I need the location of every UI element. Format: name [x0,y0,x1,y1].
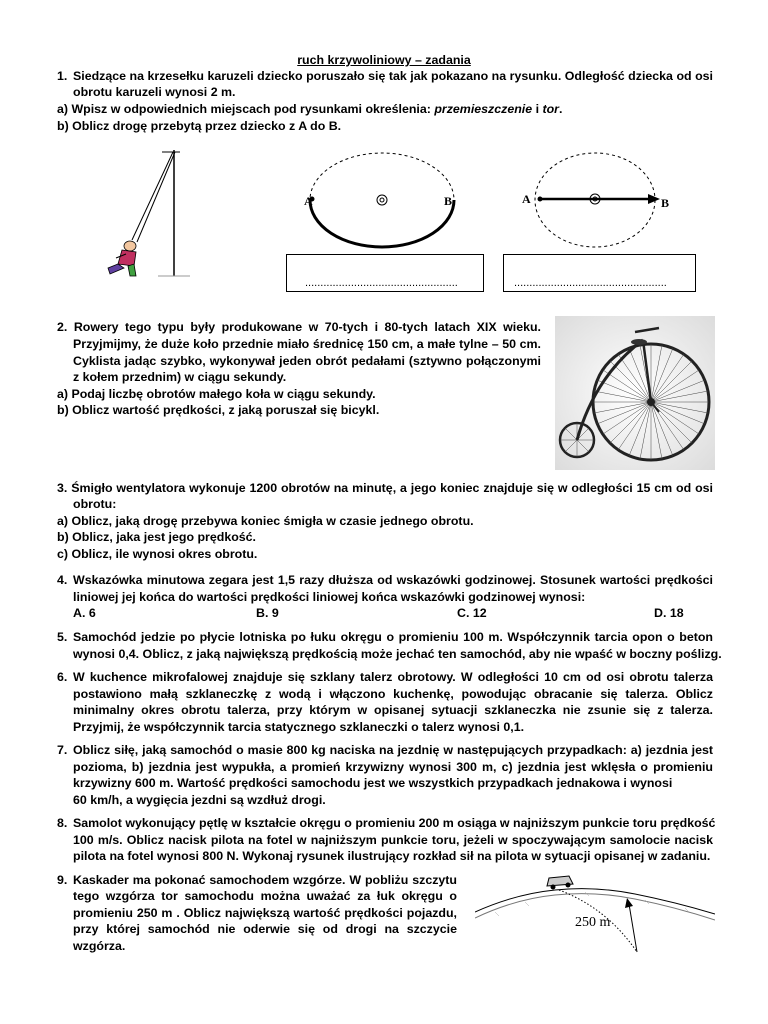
q6-text-line1: W kuchence mikrofalowej znajduje się szklany talerz obrotowy. W odległości 10 cm od osi obrotu talerza [73,670,713,684]
q7-text-line2: pozioma, b) jezdnia jest wypukła, a promień krzywizny wynosi 300 m, c) jezdnia jest wklęsła o promieniu [73,760,713,774]
q7-text-line3: krzywizny 600 m. Wartość prędkości samochodu jest we wszystkich przypadkach jednakowa i wynosi [73,776,673,790]
answer-dots-2: .................................................. [514,277,667,289]
point-b-label-2: B [661,196,670,210]
q1-part-a: a) Wpisz w odpowiednich miejscach pod rysunkami określenia: przemieszczenie i tor. [57,102,563,116]
penny-farthing-photo [555,316,715,470]
q9-number: 9. [57,873,68,887]
displacement-figure [528,148,678,253]
q4-option-d: D. 18 [654,606,684,620]
q2-part-b: b) Oblicz wartość prędkości, z jaką poruszał się bicykl. [57,403,380,417]
answer-box-1[interactable] [286,254,484,292]
q5-text-line2: wynosi 0,4. Oblicz, z jaką największą prędkością może jechać ten samochód, aby nie wpaść w boczny poślizg. [73,647,722,661]
q9-text-line3: promieniu 250 m . Oblicz największą wartość prędkości pojazdu, [73,906,457,920]
q1-text-line2: obrotu karuzeli wynosi 2 m. [73,85,236,99]
q1-number: 1. [57,69,68,83]
q1-part-b: b) Oblicz drogę przebytą przez dziecko z A do B. [57,119,342,133]
q4-text-line1: Wskazówka minutowa zegara jest 1,5 razy dłuższa od wskazówki godzinowej. Stosunek wartości prędkości [73,573,713,587]
page-title: ruch krzywoliniowy – zadania [297,53,471,67]
q4-option-c: C. 12 [457,606,487,620]
q5-text-line1: Samochód jedzie po płycie lotniska po łuku okręgu o promieniu 100 m. Współczynnik tarcia opon o beton [73,630,713,644]
q9-text-line1: Kaskader ma pokonać samochodem wzgórze. W pobliżu szczytu [73,873,457,887]
q1-text-line1: Siedzące na krzesełku karuzeli dziecko poruszało się tak jak pokazano na rysunku. Odległość dziecka od osi [73,69,713,83]
point-a-label-2: A [522,192,531,206]
q4-option-b: B. 9 [256,606,279,620]
q7-text-line1: Oblicz siłę, jaką samochód o masie 800 kg naciska na jezdnię w następujących przypadkach: a) jezdnia jest [73,743,713,757]
q5-number: 5. [57,630,68,644]
answer-dots-1: .................................................. [305,277,458,289]
q6-text-line4: Przyjmij, że współczynnik tarcia statycznego szklaneczki o talerz wynosi 0,1. [73,720,525,734]
q3-part-a: a) Oblicz, jaką drogę przebywa koniec śmigła w czasie jednego obrotu. [57,514,474,528]
q4-number: 4. [57,573,68,587]
q2-part-a: a) Podaj liczbę obrotów małego koła w ciągu sekundy. [57,387,376,401]
q7-number: 7. [57,743,68,757]
answer-box-2[interactable] [503,254,696,292]
q3-text-line1: 3. Śmigło wentylatora wykonuje 1200 obrotów na minutę, a jego koniec znajduje się w odległości 15 cm od osi [57,481,713,495]
q2-text-line3: Cyklista jadąc szybko, wykonywał jeden obrót pedałami (sztywno połączonymi [73,354,541,368]
q6-text-line3: minimalny okres obrotu talerza, przy którym w opisanej sytuacji szklaneczka nie zsunie się z talerza. [73,703,713,717]
q8-text-line3: pilota na fotel wynosi 800 N. Wykonaj rysunek ilustrujący rozkład sił na pilota w sytuacji opisanej w zadaniu. [73,849,711,863]
q3-part-c: c) Oblicz, ile wynosi okres obrotu. [57,547,258,561]
q6-number: 6. [57,670,68,684]
carousel-swing-figure [100,148,190,288]
point-a-label: A [304,194,313,208]
q8-number: 8. [57,816,68,830]
q8-text-line1: Samolot wykonujący pętlę w kształcie okręgu o promieniu 200 m osiąga w najniższym punkcie toru prędkość [73,816,716,830]
q2-text-line4: z kołem przednim) w ciągu sekundy. [73,370,287,384]
q2-text-line2: Przyjmijmy, że duże koło przednie miało średnicę 150 cm, a małe tylne – 50 cm. [73,337,541,351]
q6-text-line2: postawiono małą szklaneczkę z wodą i włączono kuchenkę, powodując obracanie się talerza. Oblicz [73,687,713,701]
q2-text-line1: 2. Rowery tego typu były produkowane w 70-tych i 80-tych latach XIX wieku. [57,320,541,334]
q9-text-line2: tego wzgórza tor samochodu można uważać za łuk okręgu o [73,889,457,903]
q3-text-line2: obrotu: [73,497,117,511]
q8-text-line2: 100 m/s. Oblicz nacisk pilota na fotel w najniższym punkcie toru, jeżeli w spoczywającym samolocie nacisk [73,833,713,847]
q9-text-line4: przy której samochód nie oderwie się od drogi na szczycie [73,922,457,936]
q4-option-a: A. 6 [73,606,96,620]
q7-text-line4: 60 km/h, a wygięcia jezdni są wzdłuż drogi. [73,793,326,807]
q9-text-line5: wzgórza. [73,939,126,953]
q3-part-b: b) Oblicz, jaka jest jego prędkość. [57,530,257,544]
q4-text-line2: liniowej jej końca do wartości prędkości liniowej końca wskazówki godzinowej wynosi: [73,590,586,604]
point-b-label: B [444,194,453,208]
radius-label: 250 m [575,915,611,930]
